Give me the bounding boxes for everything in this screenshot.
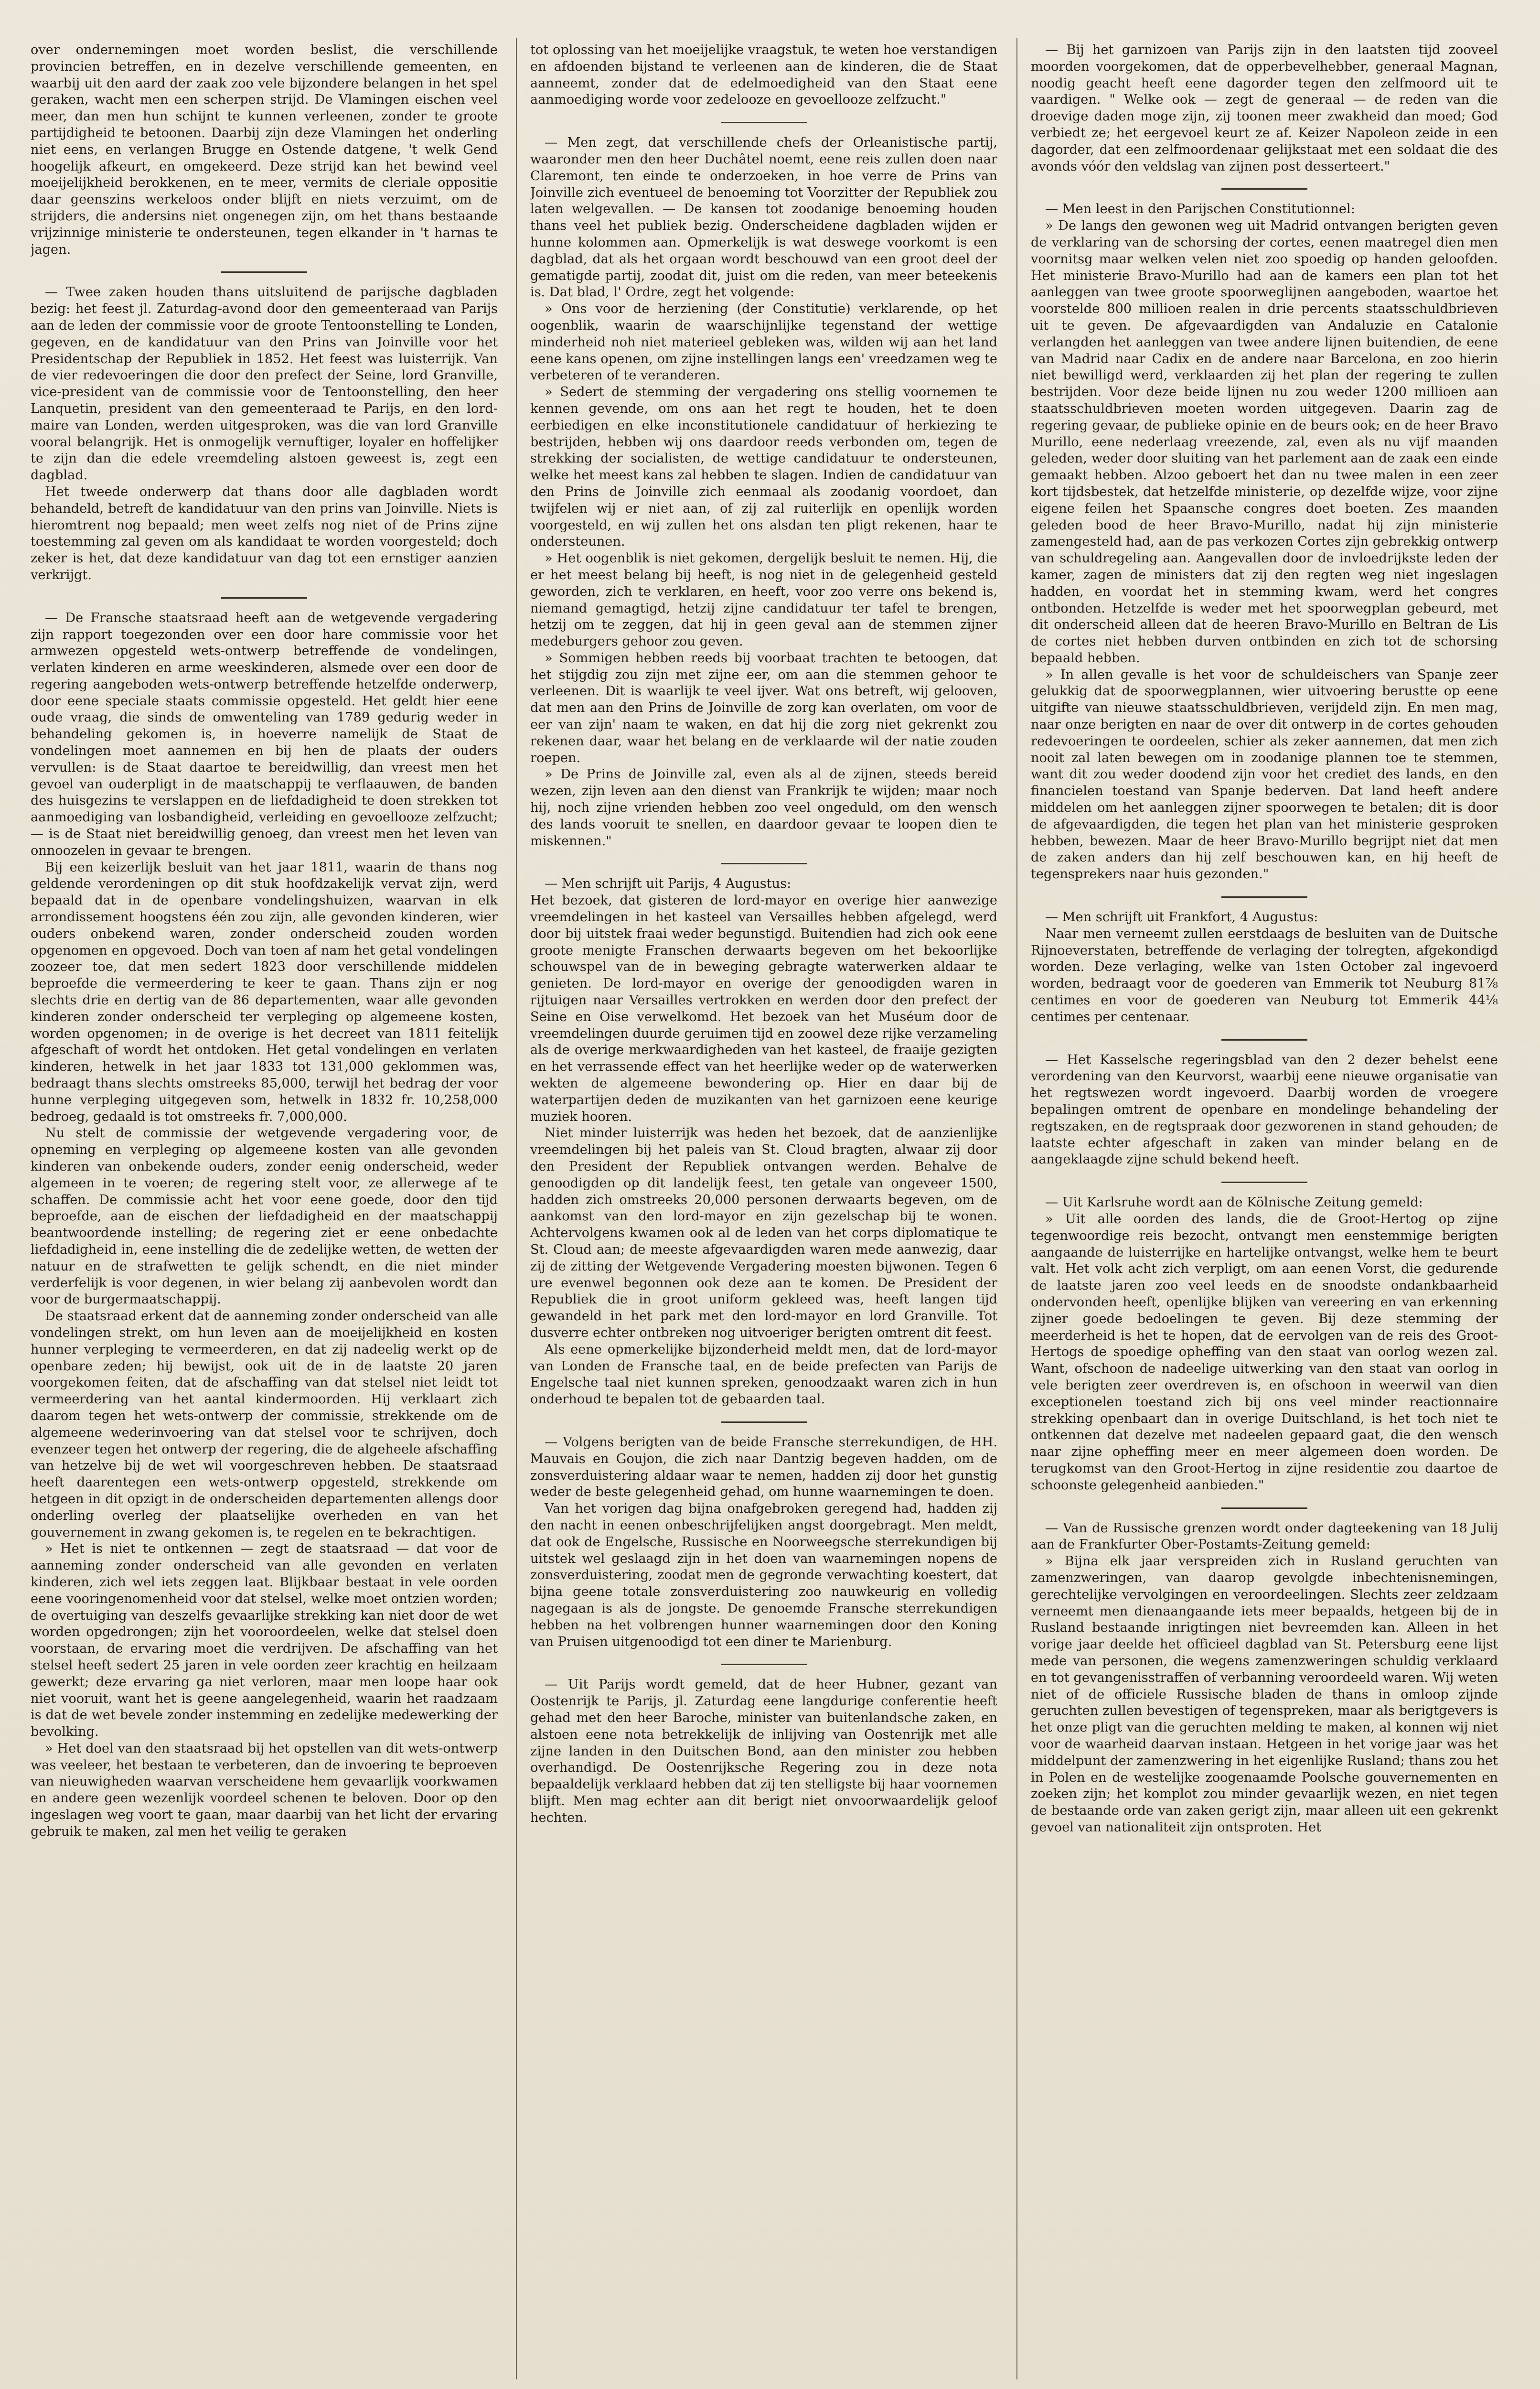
column-left xyxy=(31,42,498,2374)
article-paragraph: — Men zegt, dat verschillende chefs der Orleanistische partij, waaronder men den heer Duchâtel noemt, eene reis zullen doen naar Claremont, ten einde te onderzoeken, in hoe verre de Prins van Joinville zich eventueel de benoeming tot Voorzitter der Republiek zou laten welgevallen. — De kansen tot zoodanige benoeming houden thans veel het publiek bezig. Onderscheidene dagbladen wijden er hunne kolommen aan. Opmerkelijk is wat deswege voorkomt is een dagblad, dat als het orgaan wordt beschouwd van een groot deel der gematigde partij, zoodat dit, juist om die reden, van meer beteekenis is. Dat blad, l' Ordre, zegt het volgende: xyxy=(530,135,997,300)
article-paragraph: » In allen gevalle is het voor de schuldeischers van Spanje zeer gelukkig dat de spoorwegplannen, wier uitvoering berustte op eene uitgifte van nieuwe staatsschuldbrieven, verijdeld zijn. En men mag, naar onze berigten en naar de over dit ontwerp in de cortes gehouden redevoeringen te oordeelen, schier als zeker aannemen, dat men zich nooit zal laten bewegen om in zoodanige plannen toe te stemmen, want dit zou weder doodend zijn voor het crediet des lands, en den financielen toestand van Spanje bederven. Dat land heeft andere middelen om het aanleggen zijner spoorwegen te betalen; dit is door de afgevaardigden, die tegen het plan van het ministerie gesproken hebben, bewezen. Maar de heer Bravo-Murillo begrijpt niet dat men de zaken anders dan hij zelf beschouwen kan, en hij heeft de tegensprekers naar huis gezonden." xyxy=(1031,667,1498,882)
article-paragraph: — Men schrijft uit Parijs, 4 Augustus: xyxy=(545,876,791,892)
article-paragraph: — Uit Karlsruhe wordt aan de Kölnische Zeitung gemeld: xyxy=(1045,1195,1423,1210)
article-paragraph: » Bijna elk jaar verspreiden zich in Rusland geruchten van zamenzweringen, van daarop gevolgde inbechtenisnemingen, gerechtelijke vervolgingen en veroordeelingen. Slechts zeer zeldzaam verneemt men dienaangaande iets meer bepaalds, hetgeen bij de in Rusland bestaande inrigtingen niet bevreemden kan. Alleen in het vorige jaar deelde het officieel dagblad van St. Petersburg eene lijst mede van personen, die wegens zamenzweringen schuldig verklaard en tot gevangenisstraffen of verbanning veroordeeld waren. Wij weten niet of de officiele Russische bladen de thans in omloop zijnde geruchten zullen bevestigen of tegenspreken, maar als berigtgevers is het onze pligt van die geruchten melding te maken, al konnen wij niet voor de waarheid daarvan instaan. Hetgeen in het vorige jaar was het middelpunt der zamenzwering in het eigenlijke Rusland; thans zou het in Polen en de westelijke zoogenaamde Poolsche gouvernementen en zoeken zijn; het komplot zou minder gevaarlijk wezen, en niet tegen de bestaande orde van zaken gerigt zijn, maar alleen uit een gekrenkt gevoel van nationaliteit zijn ontsproten. Het xyxy=(1031,1554,1498,1835)
article-separator xyxy=(721,1421,807,1423)
article-separator xyxy=(221,271,307,273)
column-rule xyxy=(516,38,517,2379)
article-paragraph: » Het oogenblik is niet gekomen, dergelijk besluit te nemen. Hij, die er het meest belang bij heeft, is nog niet in de gelegenheid gesteld geworden, zich te verklaren, en heeft, voor zoo verre ons bekend is, niemand gemagtigd, hetzij zijne candidatuur ter tafel te brengen, hetzij om te zeggen, dat hij in geen geval aan de stemmen zijner medeburgers gehoor zou geven. xyxy=(530,551,997,649)
article-separator xyxy=(1221,188,1307,190)
article-paragraph: Naar men verneemt zullen eerstdaags de besluiten van de Duitsche Rijnoeverstaten, betreffende de verlaging der tolregten, afgekondigd worden. Deze verlaging, welke van 1sten October zal ingevoerd worden, bedraagt voor de goederen van Emmerik tot Neuburg 81⅞ centimes en voor de goederen van Neuburg tot Emmerik 44⅛ centimes per centenaar. xyxy=(1031,926,1498,1024)
article-paragraph: » Uit alle oorden des lands, die de Groot-Hertog op zijne tegenwoordige reis bezocht, ontvangt men eenstemmige berigten aangaande de luisterrijke en hartelijke ontvangst, welke hem te beurt valt. Het volk acht zich verpligt, om aan eenen Vorst, die gedurende de laatste jaren zoo veel leeds en de snoodste ondankbaarheid ondervonden heeft, openlijke blijken van vereering en van erkenning zijner goede bedoelingen te geven. Bij deze stemming der meerderheid is het te hopen, dat de eervolgen van de reis des Groot-Hertogs de spoedige opheffing van den staat van oorlog wezen zal. Want, ofschoon de nadeelige uitwerking van den staat van oorlog in vele berigten zeer overdreven is, en ofschoon in weerwil van dien exceptionelen toestand zich bij ons veel minder reactionnaire strekking openbaart dan in overige Duitschland, is het toch niet te ontkennen dat dezelve met nadeelen gepaard gaat, die den wensch naar zijne opheffing meer en meer algemeen doen worden. De terugkomst van den Groot-Hertog in zijne residentie zou daartoe de schoonste gelegenheid aanbieden." xyxy=(1031,1212,1498,1493)
article-paragraph: De staatsraad erkent dat de aanneming zonder onderscheid van alle vondelingen strekt, om hun leven aan de moeijelijkheid en kosten hunner verpleging te vermeerderen, en dat zij nadeelig werkt op de openbare zeden; hij bewijst, ook uit de in de laatste 20 jaren voorgekomen feiten, dat de afschaffing van dat stelsel niet leidt tot vermeerdering van het aantal kindermoorden. Hij verklaart zich daarom tegen het wets-ontwerp der commissie, strekkende om de algemeene wederinvoering van dat stelsel voor te schrijven, doch evenzeer tegen het ontwerp der regering, die de algeheele afschaffing van hetzelve bij de wet wil voorgeschreven hebben. De staatsraad heeft daarentegen een wets-ontwerp opgesteld, strekkende om hetgeen in dit opzigt in de onderscheiden departementen allengs door onderling overleg der plaatselijke overheden en van het gouvernement in zwang gekomen is, te regelen en te bekrachtigen. xyxy=(31,1309,498,1540)
column-right xyxy=(1031,42,1498,2374)
article-paragraph: » Het doel van den staatsraad bij het opstellen van dit wets-ontwerp was veeleer, het bestaan te verbeteren, dan de invoering te beproeven van nieuwigheden waarvan verscheidene hem gevaarlijk voorkwamen en andere geen wezenlijk voordeel schenen te beloven. Door op den ingeslagen weg voort te gaan, maar daarbij van het licht der ervaring gebruik te maken, zal men het veilig te geraken xyxy=(31,1741,498,1839)
article-paragraph: » Ons voor de herziening (der Constitutie) verklarende, op het oogenblik, waarin de waarschijnlijke tegenstand der wettige minderheid noh niet materieel gebleken was, wilden wij aan het land eene kans openen, om zijne instellingen langs een' vreedzamen weg te verbeteren of te veranderen. xyxy=(530,301,997,383)
column-rule xyxy=(1016,38,1017,2379)
article-paragraph: — Twee zaken houden thans uitsluitend de parijsche dagbladen bezig: het feest jl. Zaturdag-avond door den gemeenteraad van Parijs aan de leden der commissie voor de groote Tentoonstelling te Londen, gegeven, en de kandidatuur van den Prins van Joinville voor het Presidentschap der Republiek in 1852. Het feest was luisterrijk. Van de vier redevoeringen die door den prefect der Seine, lord Granville, vice-president van de commissie voor de Tentoonstelling, den heer Lanquetin, president van den gemeenteraad te Parijs, en den lord-maire van Londen, werden uitgesproken, was die van lord Granville vooral belangrijk. Het is onmogelijk vernuftiger, loyaler en hoffelijker te zijn dan die edele vreemdeling alstoen geweest is, zegt een dagblad. xyxy=(31,285,498,483)
article-paragraph: » De Prins de Joinville zal, even als al de zijnen, steeds bereid wezen, zijn leven aan den dienst van Frankrijk te wijden; maar noch hij, noch zijne vrienden hebben zoo veel ongeduld, om den wensch des lands vooruit te snellen, en daardoor gevaar te loopen dien te miskennen." xyxy=(530,767,997,849)
article-paragraph: Het bezoek, dat gisteren de lord-mayor en overige hier aanwezige vreemdelingen in het kasteel van Versailles hebben afgelegd, werd door bij uitstek fraai weder begunstigd. Buitendien had zich ook eene groote menigte Franschen derwaarts begeven om het bekoorlijke schouwspel van de in beweging gebragte waterwerken aldaar te genieten. De lord-mayor en overige der genoodigden waren in rijtuigen naar Versailles vertrokken en werden door den prefect der Seine en Oise verwelkomd. Het bezoek van het Muséum door de vreemdelingen duurde geruimen tijd en zoowel deze rijke verzameling als de overige merkwaardigheden van het kasteel, de fraaije gezigten en het verrassende effect van het heerlijke weder op de waterwerken wekten de algemeene bewondering op. Hier en daar bij de waterpartijen deden de muzikanten van het garnizoen eene keurige muziek hooren. xyxy=(530,893,997,1124)
article-paragraph: Als eene opmerkelijke bijzonderheid meldt men, dat de lord-mayor van Londen de Fransche taal, en de beide prefecten van Parijs de Engelsche taal niet kunnen spreken, genoodzaakt waren zich in hun onderhoud te bepalen tot de gebaarden taal. xyxy=(530,1342,997,1407)
article-separator xyxy=(1221,1182,1307,1183)
article-separator xyxy=(1221,1039,1307,1041)
article-paragraph: » Sommigen hebben reeds bij voorbaat trachten te betoogen, dat het stijgdig zou zijn met zijne eer, om aan die stemmen gehoor te verleenen. Dit is waarlijk te veel ijver. Wat ons betreft, wij gelooven, dat men aan den Prins de Joinville de zorg kan overlaten, om voor de eer van zijn' naam te waken, en dat hij die zorg niet gekrenkt zou rekenen daar, waar het belang en de verklaarde wil der natie zouden roepen. xyxy=(530,650,997,765)
article-paragraph: Bij een keizerlijk besluit van het jaar 1811, waarin de thans nog geldende verordeningen op dit stuk hoofdzakelijk vervat zijn, werd bepaald dat in de openbare vondelingshuizen, waarvan in elk arrondissement hoogstens één zou zijn, alle gevonden kinderen, wier ouders onbekend waren, zonder onderscheid zouden worden opgenomen en opgevoed. Doch van toen af nam het getal vondelingen zoozeer toe, dat men sedert 1823 door verschillende middelen beproefde die vermeerdering te keer te gaan. Thans zijn er nog slechts drie en dertig van de 86 departementen, waar alle gevonden kinderen zonder onderscheid ter verpleging op algemeene kosten, worden opgenomen; in de overige is het decreet van 1811 feitelijk afgeschaft of wordt het ontdoken. Het getal vondelingen en verlaten kinderen, hetwelk in het jaar 1833 tot 131,000 geklommen was, bedraagt thans slechts omstreeks 85,000, terwijl het bedrag der voor hunne verpleging uitgegeven som, hetwelk in 1832 fr. 10,258,000 bedroeg, gedaald is tot omstreeks fr. 7,000,000. xyxy=(31,860,498,1124)
article-paragraph: — Van de Russische grenzen wordt onder dagteekening van 18 Julij aan de Frankfurter Ober-Postamts-Zeitung gemeld: xyxy=(1031,1520,1498,1552)
column-middle xyxy=(530,42,997,2374)
article-separator xyxy=(1221,1507,1307,1509)
article-paragraph: Het tweede onderwerp dat thans door alle dagbladen wordt behandeld, betreft de kandidatuur van den prins van Joinville. Niets is hieromtrent nog bepaald; men weet zelfs nog niet of de Prins zijne toestemming zal geven om als kandidaat te worden voorgesteld; doch zeker is het, dat deze kandidatuur van dag tot een ernstiger aanzien verkrijgt. xyxy=(31,484,498,582)
article-paragraph: tot oplossing van het moeijelijke vraagstuk, te weten hoe verstandigen en afdoenden bijstand te verleenen aan de kinderen, die de Staat aanneemt, zonder dat de edelmoedigheid van den Staat eene aanmoediging worde voor zedelooze en gevoellooze zelfzucht." xyxy=(530,43,997,108)
article-separator xyxy=(721,122,807,123)
article-paragraph: — Het Kasselsche regeringsblad van den 2 dezer behelst eene verordening van den Keurvorst, waarbij eene nieuwe organisatie van het regtswezen wordt ingevoerd. Daarbij worden de vroegere bepalingen omtrent de openbare en mondelinge behandeling der regtszaken, en de regtspraak door gezworenen in stand gehouden; de laatste echter afgeschaft in zaken van minder belang en de aangeklaagde zijne schuld bekend heeft. xyxy=(1031,1052,1498,1167)
article-paragraph: » Het is niet te ontkennen — zegt de staatsraad — dat voor de aanneming zonder onderscheid van alle gevonden en verlaten kinderen, zich wel iets zeggen laat. Blijkbaar bestaat in vele oorden eene vooringenomenheid voor dat stelsel, welke moet ontzien worden; de overtuiging van deszelfs gevaarlijke strekking kan niet door de wet worden opgedrongen; zijn het vooroordeelen, welke dat stelsel doen voorstaan, de ervaring moet die verdrijven. De afschaffing van het stelsel heeft sedert 25 jaren in vele oorden zeer krachtig en heilzaam gewerkt; deze ervaring ga niet verloren, maar men loope haar ook niet vooruit, want het is geene aangelegenheid, waarin het raadzaam is dat de wet bevele zonder instemming en zedelijke medewerking der bevolking. xyxy=(31,1541,498,1740)
article-paragraph: Nu stelt de commissie der wetgevende vergadering voor, de opneming en verpleging op algemeene kosten van alle gevonden kinderen van onbekende ouders, zonder eenig onderscheid, weder algemeen in te voeren; de regering stelt voor, ze allerwege af te schaffen. De commissie acht het voor eene goede, door den tijd beproefde, aan de eischen der liefdadigheid en der maatschappij beantwoordende instelling; de regering ziet er eene onbedachte liefdadigheid in, eene instelling die de zedelijke wetten, de wetten der natuur en de strafwetten te gelijk schendt, en die niet minder verderfelijk is voor degenen, in wier belang zij aanbevolen wordt dan voor de burgermaatschappij. xyxy=(31,1126,498,1307)
article-separator xyxy=(221,597,307,599)
article-paragraph: — Volgens berigten van de beide Fransche sterrekundigen, de HH. Mauvais en Goujon, die zich naar Dantzig begeven hadden, om de zonsverduistering aldaar waar te nemen, hadden zij door het gunstig weder de beste gelegenheid gehad, om hunne waarnemingen te doen. xyxy=(530,1434,997,1500)
article-paragraph: — Bij het garnizoen van Parijs zijn in den laatsten tijd zooveel moorden voorgekomen, dat de opperbevelhebber, generaal Magnan, noodig geacht heeft eene dagorder tegen den zelfmoord uit te vaardigen. " Welke ook — zegt de generaal — de reden van die droevige daden moge zijn, zij toonen meer zwakheid dan moed; God verbiedt ze; het eergevoel keurt ze af. Keizer Napoleon zeide in een dagorder, dat een zelfmoordenaar gelijkstaat met een soldaat die des avonds vóór den veldslag van zijnen post desserteert." xyxy=(1031,43,1498,174)
article-paragraph: — De Fransche staatsraad heeft aan de wetgevende vergadering zijn rapport toegezonden over een door hare commissie voor het armwezen opgesteld wets-ontwerp betreffende de vondelingen, verlaten kinderen en arme weeskinderen, alsmede over een door de regering aangeboden wets-ontwerp betreffende hetzelfde onderwerp, door eene speciale staats commissie opgesteld. Het geldt hier eene oude vraag, die sinds de omwenteling van 1789 gedurig weder in behandeling gekomen is, in hoeverre namelijk de Staat de vondelingen moet aannemen en bij hen de plaats der ouders vervullen: is de Staat daartoe te bereidwillig, dan vreest men het gevoel van ouderpligt in de maatschappij te verflaauwen, de banden des huisgezins te verslappen en de liefdadigheid te doen strekken tot aanmoediging van losbandigheid, verleiding en gevoellooze zelfzucht; — is de Staat niet bereidwillig genoeg, dan vreest men het leven van onnoozelen in gevaar te brengen. xyxy=(31,610,498,858)
article-separator xyxy=(721,1664,807,1665)
article-paragraph: » Sedert de stemming der vergadering ons stellig voornemen te kennen gevende, om ons aan het regt te houden, het te doen eerbiedigen en elke inconstitutionele candidatuur of herkiezing te bestrijden, hebben wij ons daardoor reeds verbonden om, tegen de strekking der socialisten, de wettige candidatuur te ondersteunen, welke het meest kans zal hebben te slagen. Indien de candidatuur van den Prins de Joinville zich eenmaal als zoodanig voordoet, dan twijfelen wij er niet aan, of zij zal ruiterlijk en openlijk worden voorgesteld, en wij zullen het ons alsdan ten pligt rekenen, haar te ondersteunen. xyxy=(530,385,997,549)
article-paragraph: » De langs den gewonen weg uit Madrid ontvangen berigten geven de verklaring van de schorsing der cortes, eenen maatregel dien men voornitsg maar welken velen niet zoo spoedig op handen geloofden. Het ministerie Bravo-Murillo had aan de kamers een plan tot het aanleggen van twee groote spoorweglijnen aangeboden, waartoe het voorstelde 800 millioen realen in drie percents staatsschuldbrieven uit te geven. De afgevaardigden van Andaluzie en Catalonie verlangden het aanleggen van twee andere lijnen buitendien, de eene van Madrid naar Cadix en de andere naar Barcelona, en zoo hierin niet bewilligd werd, verklaarden zij het plan der regering te zullen bestrijden. Voor deze beide lijnen nu zou weder 1200 millioen aan staatsschuldbrieven moeten worden uitgegeven. Daarin zag de regering gevaar, de publieke opinie en de beurs ook; en de heer Bravo Murillo, eene nederlaag vreezende, zal, even als nu vijf maanden geleden, weder door sluiting van het parlement aan de zaak een einde gemaakt hebben. Alzoo geboert het dan nu twee malen in een zeer kort tijdsbestek, dat hetzelfde ministerie, op dezelfde wijze, voor zijne eigene feilen het Spaansche congres doet boeten. Zes maanden geleden bood de heer Bravo-Murillo, nadat hij zijn ministerie zamengesteld had, aan de pas verkozen Cortes zijn gebrekkig ontwerp van schuldregeling aan. Aangevallen door de invloedrijkste leden der kamer, zagen de ministers dat zij den regten weg niet ingeslagen hadden, en voordat het in stemming kwam, werd het congres ontbonden. Hetzelfde is weder met het spoorwegplan gebeurd, met dit onderscheid alleen dat de heeren Bravo-Murillo en Beltran de Lis de cortes niet hebben durven ontbinden en zich tot de schorsing bepaald hebben. xyxy=(1031,218,1498,666)
article-paragraph: — Men leest in den Parijschen Constitutionnel: xyxy=(1045,202,1355,217)
article-paragraph: Niet minder luisterrijk was heden het bezoek, dat de aanzienlijke vreemdelingen bij het paleis van St. Cloud bragten, alwaar zij door den President der Republiek ontvangen werden. Behalve de genoodigden op dit landelijk feest, ten getale van ongeveer 1500, hadden zich omstreeks 20,000 personen derwaarts begeven, om de aankomst van den lord-mayor en zijn gezelschap bij te wonen. Achtervolgens kwamen ook al de leden van het corps diplomatique te St. Cloud aan; de meeste afgevaardigden waren mede aanwezig, daar zij de zitting der Wetgevende Vergadering moesten bijwonen. Tegen 6 ure evenwel begonnen ook deze aan te komen. De President der Republiek die in groot uniform gekleed was, heeft langen tijd gewandeld in het park met den lord-mayor en lord Granville. Tot dusverre echter ontbreken nog uitvoeriger berigten omtrent dit feest. xyxy=(530,1126,997,1340)
article-separator xyxy=(1221,896,1307,898)
article-paragraph: — Men schrijft uit Frankfort, 4 Augustus: xyxy=(1045,910,1318,925)
article-paragraph: Van het vorigen dag bijna onafgebroken geregend had, hadden zij den nacht in eenen onbeschrijfelijken angst doorgebragt. Men meldt, dat ook de Engelsche, Russische en Noorweegsche sterrekundigen bij uitstek wel geslaagd zijn in het doen van waarnemingen nopens de zonsverduistering, zoodat men de gegronde verwachting koestert, dat bijna geene totale zonsverduistering zoo nauwkeurig en volledig nagegaan is als de jongste. De genoemde Fransche sterrekundigen hebben na het volbrengen hunner waarnemingen door den Koning van Pruisen uitgenoodigd tot een diner te Marienburg. xyxy=(530,1501,997,1649)
article-paragraph: over ondernemingen moet worden beslist, die verschillende provincien betreffen, en in dezelve verschillende gemeenten, en waarbij uit den aard der zaak zoo vele bijzondere belangen in het spel geraken, wacht men een scherpen strijd. De Vlamingen eischen veel meer, dan men hun schijnt te kunnen verleenen, zonder te groote partijdigheid te betoonen. Daarbij zijn deze Vlamingen het onderling niet eens, en verlangen Brugge en Ostende datgene, 't welk Gend hoogelijk afkeurt, en omgekeerd. Deze strijd kan het bewind veel moeijelijkheid berokkenen, en te meer, vermits de cleriale oppositie daar geenszins werkeloos onder blijft en niets verzuimt, om de strijders, die andersins niet ongenegen zijn, om het thans bestaande vrijzinnige ministerie te ondersteunen, tegen elkander in 't harnas te jagen. xyxy=(31,43,498,257)
article-paragraph: — Uit Parijs wordt gemeld, dat de heer Hubner, gezant van Oostenrijk te Parijs, jl. Zaturdag eene langdurige conferentie heeft gehad met den heer Baroche, minister van buitenlandsche zaken, en alstoen eene nota betrekkelijk de inlijving van Oostenrijk met alle zijne landen in den Duitschen Bond, aan den minister zou hebben overhandigd. De Oostenrijksche Regering zou in deze nota bepaaldelijk verklaard hebben dat zij ten stelligste bij haar voornemen blijft. Men mag echter aan dit berigt niet onvoorwaardelijk geloof hechten. xyxy=(530,1677,997,1825)
article-separator xyxy=(721,863,807,864)
